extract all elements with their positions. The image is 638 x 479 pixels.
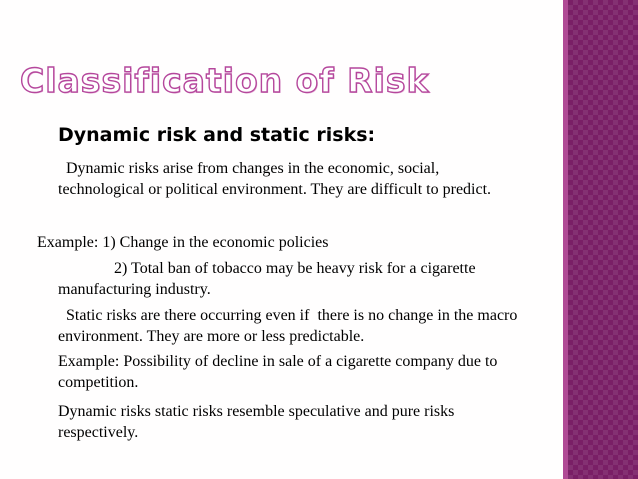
bullet-p3 xyxy=(37,305,537,347)
heading-text: Dynamic risk and static risks: xyxy=(58,124,376,146)
bullet-heading xyxy=(37,123,537,147)
bullet-p2 xyxy=(37,258,537,300)
decorative-sidebar xyxy=(568,0,638,479)
bullet-p4 xyxy=(37,351,537,393)
bullet-p1 xyxy=(37,158,537,200)
p3-text: Static risks are there occurring even if there is no change in the macro environment. They are more or less predictable. xyxy=(58,307,522,345)
p1-text: Dynamic risks arise from changes in the economic, social, technological or political environment. They are difficult to predict. xyxy=(58,160,492,198)
p4-text: Example: Possibility of decline in sale of a cigarette company due to competition. xyxy=(58,353,498,391)
bullet-p5 xyxy=(37,401,537,443)
slide-title: Classification of Risk xyxy=(20,61,430,100)
p5-text: Dynamic risks static risks resemble speculative and pure risks respectively. xyxy=(58,403,455,441)
example-line: Example: 1) Change in the economic policies xyxy=(37,234,329,251)
p2-text: 2) Total ban of tobacco may be heavy risk for a cigarette manufacturing industry. xyxy=(58,260,480,298)
